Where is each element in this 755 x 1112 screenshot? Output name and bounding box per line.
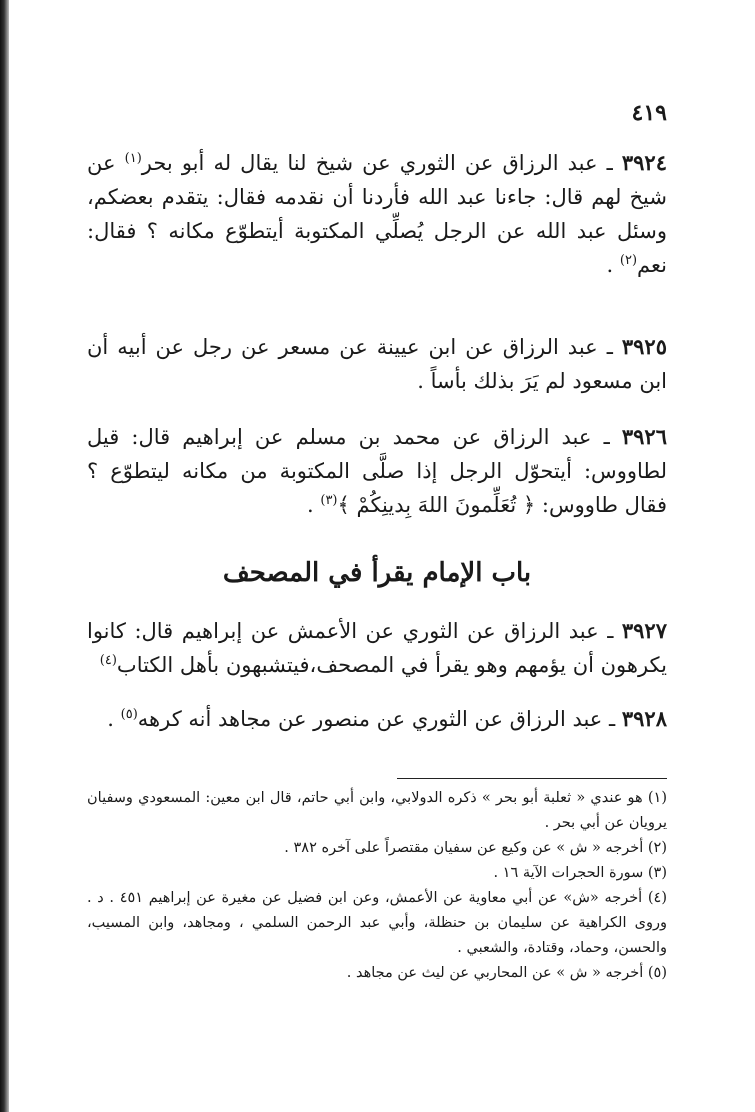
footnote-ref: (٤) bbox=[99, 653, 117, 668]
hadith-text: عبد الرزاق عن محمد بن مسلم عن إبراهيم قال: قيل لطاووس: أيتحوّل الرجل إذا صلَّى المكتوبة من مكانه ليتطوّع ؟ فقال طاووس: ﴿ تُعَلِّمونَ اللهَ بِدينِكُمْ ﴾ bbox=[87, 425, 667, 517]
entry-dash: ـ bbox=[603, 425, 610, 449]
entry-dash: ـ bbox=[607, 619, 614, 643]
hadith-text: عبد الرزاق عن ابن عيينة عن مسعر عن رجل عن أبيه أن ابن مسعود لم يَرَ بذلك بأساً . bbox=[87, 335, 667, 393]
hadith-text-continued: عن شيخ لهم قال: جاءنا عبد الله فأردنا أن نقدمه فقال: يتقدم بعضكم، وسئل عبد الله عن الرجل يُصلِّي المكتوبة أيتطوّع مكانه ؟ فقال: نعم bbox=[87, 151, 667, 277]
entry-end: . bbox=[307, 493, 321, 517]
footnote-ref: (٢) bbox=[619, 253, 638, 268]
entry-dash: ـ bbox=[606, 151, 613, 175]
entry-dash: ـ bbox=[606, 335, 613, 359]
footnote-4: (٤) أخرجه «ش» عن أبي معاوية عن الأعمش، وعن ابن فضيل عن مغيرة عن إبراهيم ٤٥١ . د . وروى الكراهية عن سليمان بن حنظلة، وأبي عبد الرحمن السلمي ، ومجاهد، وابن المسيب، والحسن، وحماد، وقتادة، والشعبي . bbox=[87, 890, 667, 956]
hadith-text: عبد الرزاق عن الثوري عن شيخ لنا يقال له أبو بحر bbox=[141, 151, 598, 175]
footnote-2: (٢) أخرجه « ش » عن وكيع عن سفيان مقتصراً على آخره ٣٨٢ . bbox=[284, 840, 667, 856]
hadith-text: عبد الرزاق عن الثوري عن منصور عن مجاهد أنه كرهه bbox=[137, 707, 603, 731]
hadith-number: ٣٩٢٥ bbox=[621, 334, 667, 359]
hadith-number: ٣٩٢٤ bbox=[621, 150, 667, 175]
footnote-1: (١) هو عندي « ثعلبة أبو بحر » ذكره الدولابي، وابن أبي حاتم، قال ابن معين: المسعودي وسفيان يرويان عن أبي بحر . bbox=[87, 790, 667, 831]
footnote-ref: (٥) bbox=[120, 707, 138, 722]
section-heading: باب الإمام يقرأ في المصحف bbox=[222, 558, 532, 588]
hadith-number: ٣٩٢٨ bbox=[621, 706, 667, 731]
hadith-text: عبد الرزاق عن الثوري عن الأعمش عن إبراهيم قال: كانوا يكرهون أن يؤمهم وهو يقرأ في المصحف،فيتشبهون بأهل الكتاب bbox=[87, 619, 667, 677]
footnote-5: (٥) أخرجه « ش » عن المحاربي عن ليث عن مجاهد . bbox=[346, 965, 667, 981]
hadith-number: ٣٩٢٧ bbox=[621, 618, 667, 643]
entry-end: . bbox=[606, 253, 620, 277]
scan-binding-edge bbox=[0, 0, 9, 1112]
footnote-separator bbox=[397, 778, 667, 779]
hadith-entry-3925 bbox=[87, 330, 667, 398]
footnote-ref: (١) bbox=[124, 151, 142, 166]
hadith-entry-3927 bbox=[87, 614, 667, 682]
page-number: ٤١٩ bbox=[631, 100, 667, 126]
footnote-ref: (٣) bbox=[320, 493, 338, 508]
entry-dash: ـ bbox=[609, 707, 616, 731]
entry-end: . bbox=[107, 707, 121, 731]
footnotes-section bbox=[87, 786, 667, 986]
hadith-entry-3928 bbox=[87, 702, 667, 736]
hadith-number: ٣٩٢٦ bbox=[621, 424, 667, 449]
footnote-3: (٣) سورة الحجرات الآية ١٦ . bbox=[493, 865, 667, 881]
hadith-entry-3926 bbox=[87, 420, 667, 522]
hadith-entry-3924 bbox=[87, 146, 667, 282]
